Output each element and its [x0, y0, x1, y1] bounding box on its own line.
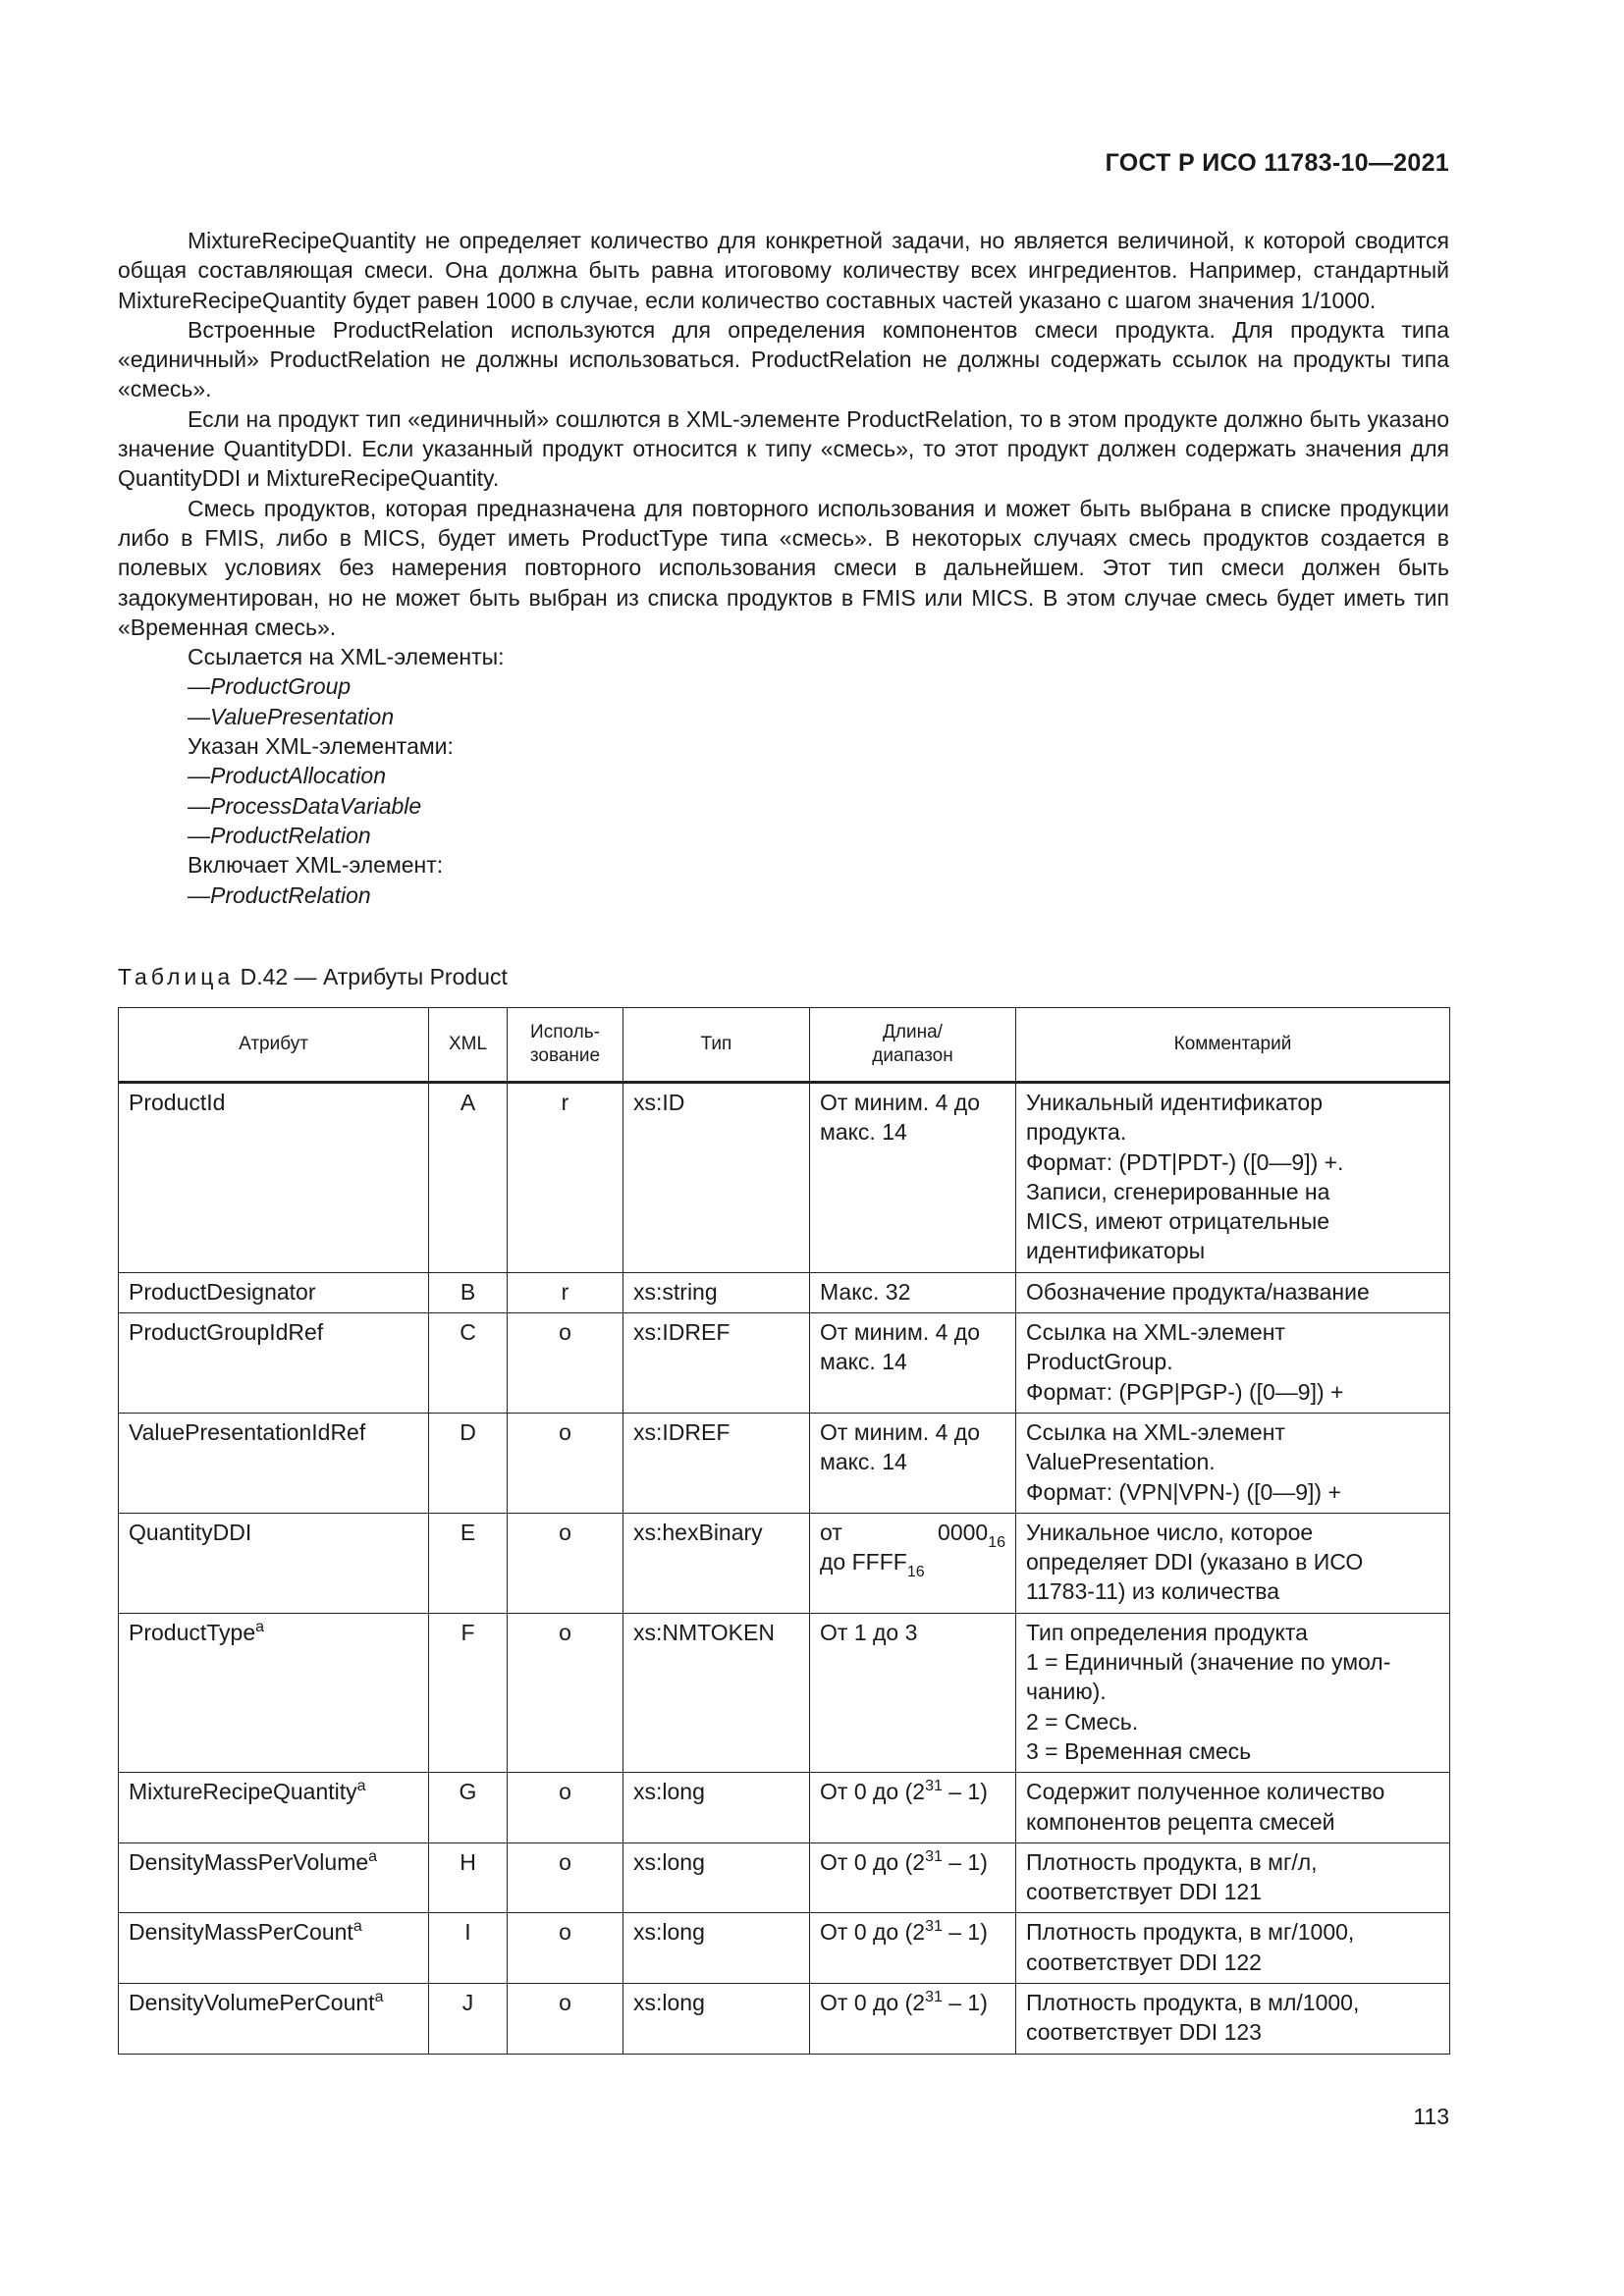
cell-xml: F [429, 1613, 508, 1772]
header-attribute: Атрибут [119, 1008, 429, 1083]
cell-attribute: DensityVolumePerCount$^a$ [119, 1984, 429, 2055]
header-usage: Исполь- зование [508, 1008, 623, 1083]
table-row [119, 1613, 1450, 1772]
header-xml: XML [429, 1008, 508, 1083]
list-item: —ProductGroup [188, 673, 352, 700]
table-row [119, 1984, 1450, 2055]
list-item: —ProductRelation [188, 822, 371, 848]
cell-type: xs:long [623, 1842, 810, 1913]
list-item: —ValuePresentation [188, 703, 395, 729]
cell-usage: o [508, 1613, 623, 1772]
cell-type: xs:long [623, 1773, 810, 1843]
cell-attribute: ProductDesignator [119, 1272, 429, 1312]
cell-comment: Плотность продукта, в мг/1000, соответствует DDI 122 [1016, 1913, 1450, 1984]
cell-comment: Обозначение продукта/название [1016, 1272, 1450, 1312]
cell-usage: o [508, 1513, 623, 1613]
refers-label: Ссылается на XML-элементы: [188, 644, 505, 670]
cell-comment: Содержит полученное количество компонентов рецепта смесей [1016, 1773, 1450, 1843]
page-number: 113 [1413, 2104, 1449, 2129]
cell-usage: o [508, 1842, 623, 1913]
attributes-table [118, 1007, 1450, 2055]
cell-range: Макс. 32 [810, 1272, 1016, 1312]
cell-type: xs:ID [623, 1083, 810, 1273]
cell-range: От миним. 4 до макс. 14 [810, 1313, 1016, 1414]
cell-range: От миним. 4 до макс. 14 [810, 1413, 1016, 1513]
cell-xml: C [429, 1313, 508, 1414]
table-row [119, 1913, 1450, 1984]
cell-range: От 0 до $(2^{31} - 1)$ [810, 1842, 1016, 1913]
cell-usage: o [508, 1913, 623, 1984]
cell-type: xs:hexBinary [623, 1513, 810, 1613]
header-comment: Комментарий [1016, 1008, 1450, 1083]
cell-type: xs:long [623, 1913, 810, 1984]
cell-attribute: DensityMassPerCount$^a$ [119, 1913, 429, 1984]
cell-comment: Ссылка на XML-элемент ProductGroup. Формат: (PGP|PGP-) ([0—9]) + [1016, 1313, 1450, 1414]
document-code: ГОСТ Р ИСО 11783-10—2021 [1105, 149, 1449, 177]
header-type: Тип [623, 1008, 810, 1083]
table-row [119, 1313, 1450, 1414]
list-item: —ProcessDataVariable [188, 792, 422, 819]
cell-range: От миним. 4 до макс. 14 [810, 1083, 1016, 1273]
cell-range: От 0 до $(2^{31} - 1)$ [810, 1773, 1016, 1843]
paragraph: Встроенные ProductRelation используются для определения компонентов смеси продукта. Для продукта типа «единичный» ProductRelation не должны использоваться. ProductRelation не должны содержать ссылок на продукты типа «смесь». [118, 316, 1449, 402]
cell-attribute: QuantityDDI [119, 1513, 429, 1613]
cell-attribute: ProductType$^a$ [119, 1613, 429, 1772]
cell-range: От 1 до 3 [810, 1613, 1016, 1772]
cell-usage: o [508, 1413, 623, 1513]
cell-type: xs:NMTOKEN [623, 1613, 810, 1772]
cell-comment: Ссылка на XML-элемент ValuePresentation. Формат: (VPN|VPN-) ([0—9]) + [1016, 1413, 1450, 1513]
table-row [119, 1272, 1450, 1312]
cell-xml: J [429, 1984, 508, 2055]
list-item: —ProductRelation [188, 881, 371, 908]
xml-references [118, 642, 1449, 910]
cell-type: xs:IDREF [623, 1413, 810, 1513]
cell-comment: Плотность продукта, в мг/л, соответствует DDI 121 [1016, 1842, 1450, 1913]
table-row [119, 1842, 1450, 1913]
cell-attribute: DensityMassPerVolume$^a$ [119, 1842, 429, 1913]
cell-usage: r [508, 1083, 623, 1273]
cell-attribute: ProductId [119, 1083, 429, 1273]
body-text [118, 226, 1449, 910]
cell-usage: o [508, 1313, 623, 1414]
cell-xml: D [429, 1413, 508, 1513]
paragraph: Смесь продуктов, которая предназначена для повторного использования и может быть выбрана в списке продукции либо в FMIS, либо в MICS, будет иметь ProductType типа «смесь». В некоторых случаях смесь продуктов создается в полевых условиях без намерения повторного использования смеси в дальнейшем. Этот тип смеси должен быть задокументирован, но не может быть выбран из списка продуктов в FMIS или MICS. В этом случае смесь будет иметь тип «Временная смесь». [118, 495, 1449, 640]
cell-usage: o [508, 1773, 623, 1843]
cell-usage: o [508, 1984, 623, 2055]
list-item: —ProductAllocation [188, 763, 386, 789]
table-row [119, 1513, 1450, 1613]
cell-range: от $0000_{16}$ до $FFFF_{16}$ [810, 1513, 1016, 1613]
cell-type: xs:long [623, 1984, 810, 2055]
paragraph: Если на продукт тип «единичный» сошлются в XML-элементе ProductRelation, то в этом продукте должно быть указано значение QuantityDDI. Если указанный продукт относится к типу «смесь», то этот продукт должен содержать значения для QuantityDDI и MixtureRecipeQuantity. [118, 405, 1449, 492]
cell-xml: E [429, 1513, 508, 1613]
cell-type: xs:string [623, 1272, 810, 1312]
cell-range: От 0 до $(2^{31} - 1)$ [810, 1913, 1016, 1984]
includes-label: Включает XML-элемент: [188, 852, 444, 879]
cell-usage: r [508, 1272, 623, 1312]
header-length: Длина/ диапазон [810, 1008, 1016, 1083]
table-header-row [119, 1008, 1450, 1083]
paragraph: MixtureRecipeQuantity не определяет количество для конкретной задачи, но является величиной, к которой сводится общая составляющая смеси. Она должна быть равна итоговому количеству всех ингредиентов. Например, стандартный MixtureRecipeQuantity будет равен 1000 в случае, если количество составных частей указано с шагом значения 1/1000. [118, 228, 1449, 313]
table-row [119, 1083, 1450, 1273]
cell-xml: I [429, 1913, 508, 1984]
cell-attribute: MixtureRecipeQuantity$^a$ [119, 1773, 429, 1843]
cell-xml: G [429, 1773, 508, 1843]
cell-xml: B [429, 1272, 508, 1312]
cell-type: xs:IDREF [623, 1313, 810, 1414]
table-row [119, 1773, 1450, 1843]
cell-comment: Плотность продукта, в мл/1000, соответствует DDI 123 [1016, 1984, 1450, 2055]
cell-attribute: ProductGroupIdRef [119, 1313, 429, 1414]
cell-comment: Уникальное число, которое определяет DDI (указано в ИСО 11783-11) из количества [1016, 1513, 1450, 1613]
cell-xml: A [429, 1083, 508, 1273]
table-caption: Таблица D.42 — Атрибуты Product [118, 964, 508, 989]
cell-comment: Тип определения продукта 1 = Единичный (значение по умол- чанию). 2 = Смесь. 3 = Временная смесь [1016, 1613, 1450, 1772]
cell-xml: H [429, 1842, 508, 1913]
cell-range: От 0 до $(2^{31} - 1)$ [810, 1984, 1016, 2055]
referenced-by-label: Указан XML-элементами: [188, 733, 454, 760]
table-row [119, 1413, 1450, 1513]
cell-comment: Уникальный идентификатор продукта. Формат: (PDT|PDT-) ([0—9]) +. Записи, сгенерированные на MICS, имеют отрицательные идентификаторы [1016, 1083, 1450, 1273]
cell-attribute: ValuePresentationIdRef [119, 1413, 429, 1513]
